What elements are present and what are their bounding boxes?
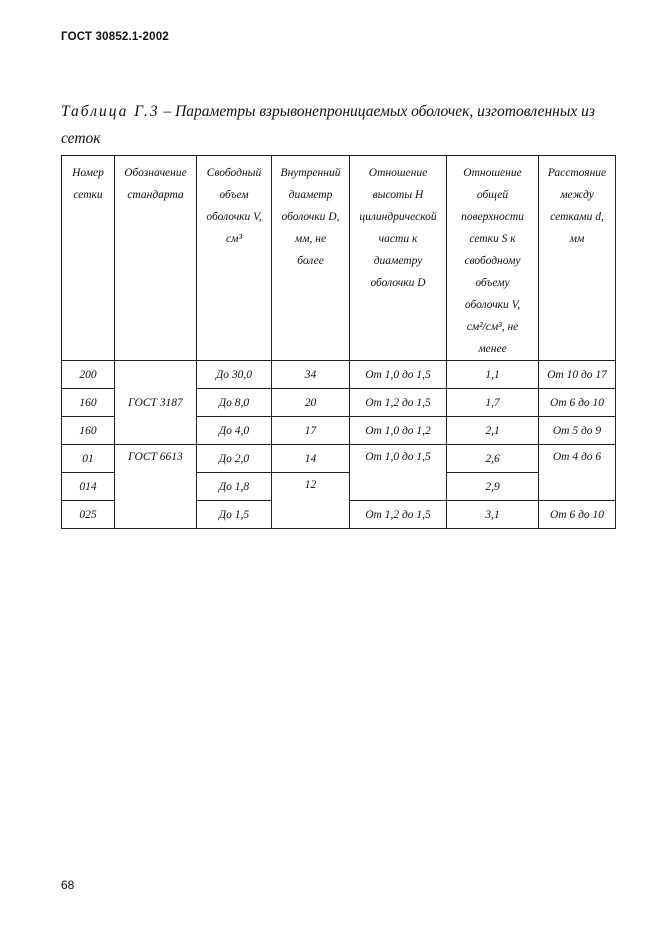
header-height-ratio: Отношение высоты H цилиндрической части к диаметру оболочки D [350, 156, 447, 361]
cell-diameter: 20 [272, 389, 350, 417]
cell-standard: ГОСТ 6613 [115, 445, 197, 529]
page-number: 68 [61, 878, 75, 892]
cell-height-ratio: От 1,0 до 1,5 [350, 445, 447, 501]
cell-surface-ratio: 1,7 [447, 389, 539, 417]
cell-diameter: 34 [272, 361, 350, 389]
cell-height-ratio: От 1,2 до 1,5 [350, 389, 447, 417]
cell-surface-ratio: 2,1 [447, 417, 539, 445]
cell-mesh: 160 [62, 389, 115, 417]
cell-distance: От 4 до 6 [539, 445, 616, 501]
table-row [62, 445, 616, 473]
table-caption-dash: – [159, 103, 176, 120]
header-inner-diameter: Внутренний диаметр оболочки D, мм, не более [272, 156, 350, 361]
table-caption-text: Параметры взрывонепроницаемых оболочек, изготовленных из сеток [61, 103, 595, 147]
cell-mesh: 025 [62, 501, 115, 529]
cell-diameter: 14 [272, 445, 350, 473]
cell-volume: До 1,5 [197, 501, 272, 529]
cell-distance: От 6 до 10 [539, 389, 616, 417]
cell-mesh: 014 [62, 473, 115, 501]
cell-surface-ratio: 2,9 [447, 473, 539, 501]
header-free-volume: Свободный объем оболочки V, см³ [197, 156, 272, 361]
cell-volume: До 30,0 [197, 361, 272, 389]
cell-surface-ratio: 2,6 [447, 445, 539, 473]
header-mesh-distance: Расстояние между сетками d, мм [539, 156, 616, 361]
cell-volume: До 4,0 [197, 417, 272, 445]
header-surface-ratio: Отношение общей поверхности сетки S к свободному объему оболочки V, см²/см³, не менее [447, 156, 539, 361]
cell-volume: До 1,8 [197, 473, 272, 501]
cell-distance: От 5 до 9 [539, 417, 616, 445]
document-code: ГОСТ 30852.1-2002 [61, 31, 169, 43]
cell-surface-ratio: 3,1 [447, 501, 539, 529]
cell-volume: До 8,0 [197, 389, 272, 417]
cell-mesh: 160 [62, 417, 115, 445]
cell-surface-ratio: 1,1 [447, 361, 539, 389]
parameters-table [61, 155, 616, 529]
cell-height-ratio: От 1,0 до 1,5 [350, 361, 447, 389]
table-caption-label: Таблица Г.3 [61, 103, 160, 120]
cell-diameter: 17 [272, 417, 350, 445]
cell-height-ratio: От 1,2 до 1,5 [350, 501, 447, 529]
cell-volume: До 2,0 [197, 445, 272, 473]
cell-diameter: 12 [272, 473, 350, 529]
table-row [62, 361, 616, 389]
table-caption [61, 98, 621, 152]
cell-distance: От 10 до 17 [539, 361, 616, 389]
table-header-row [62, 156, 616, 361]
header-mesh-number: Номер сетки [62, 156, 115, 361]
cell-mesh: 200 [62, 361, 115, 389]
header-standard: Обозначение стандарта [115, 156, 197, 361]
cell-distance: От 6 до 10 [539, 501, 616, 529]
cell-mesh: 01 [62, 445, 115, 473]
cell-standard: ГОСТ 3187 [115, 361, 197, 445]
cell-height-ratio: От 1,0 до 1,2 [350, 417, 447, 445]
